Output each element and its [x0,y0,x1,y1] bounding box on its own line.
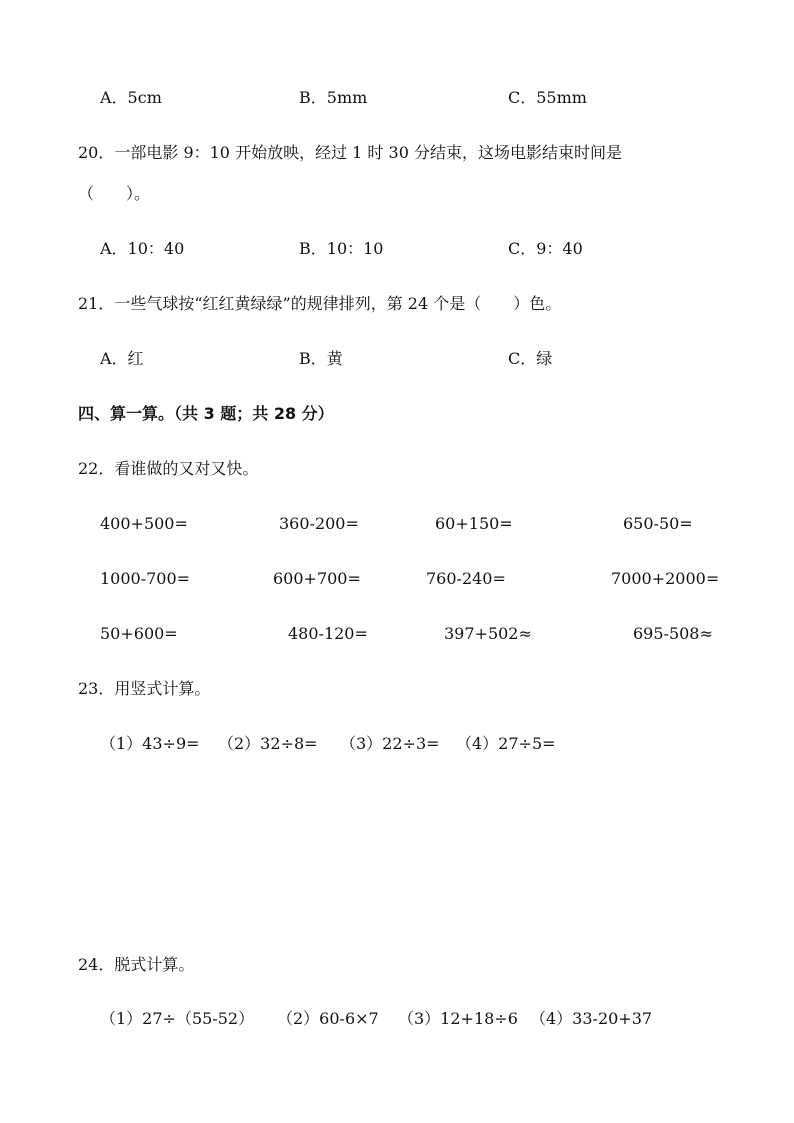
q22-calc: 360-200= [279,514,359,533]
section-4-title: 四、算一算。（共 3 题；共 28 分） [78,404,334,423]
question-21-text: 21．一些气球按“红红黄绿绿”的规律排列，第 24 个是（ ）色。 [78,294,562,313]
q23-item: （4）27÷5= [456,734,556,753]
q23-item: （3）22÷3= [340,734,440,753]
q19-option-c: C．55mm [508,88,587,107]
q22-calc: 397+502≈ [444,624,532,643]
q21-option-b: B．黄 [299,349,343,368]
q21-option-c: C．绿 [508,349,553,368]
question-23-text: 23．用竖式计算。 [78,679,211,698]
q22-calc: 7000+2000= [611,569,720,588]
q24-item: （3）12+18÷6 [398,1009,518,1028]
q22-calc: 1000-700= [100,569,191,588]
q22-calc: 400+500= [100,514,188,533]
question-24-text: 24．脱式计算。 [78,955,195,974]
question-20-blank: （ ）。 [78,184,151,203]
q19-option-a: A．5cm [100,88,162,107]
q22-calc: 600+700= [273,569,361,588]
q19-option-b: B．5mm [299,88,368,107]
q24-item: （1）27÷（55-52） [100,1009,255,1028]
q24-item: （4）33-20+37 [530,1009,653,1028]
q22-calc: 480-120= [288,624,368,643]
q21-option-a: A．红 [100,349,144,368]
q20-option-c: C．9：40 [508,239,583,258]
q22-calc: 50+600= [100,624,178,643]
q22-calc: 760-240= [426,569,506,588]
q20-option-b: B．10：10 [299,239,384,258]
question-20-text: 20．一部电影 9：10 开始放映，经过 1 时 30 分结束，这场电影结束时间是 [78,143,622,162]
q24-item: （2）60-6×7 [277,1009,379,1028]
q22-calc: 650-50= [623,514,693,533]
q23-item: （1）43÷9= [100,734,200,753]
question-22-text: 22．看谁做的又对又快。 [78,459,259,478]
q22-calc: 60+150= [435,514,513,533]
q23-item: （2）32÷8= [218,734,318,753]
q22-calc: 695-508≈ [633,624,713,643]
q20-option-a: A．10：40 [100,239,185,258]
